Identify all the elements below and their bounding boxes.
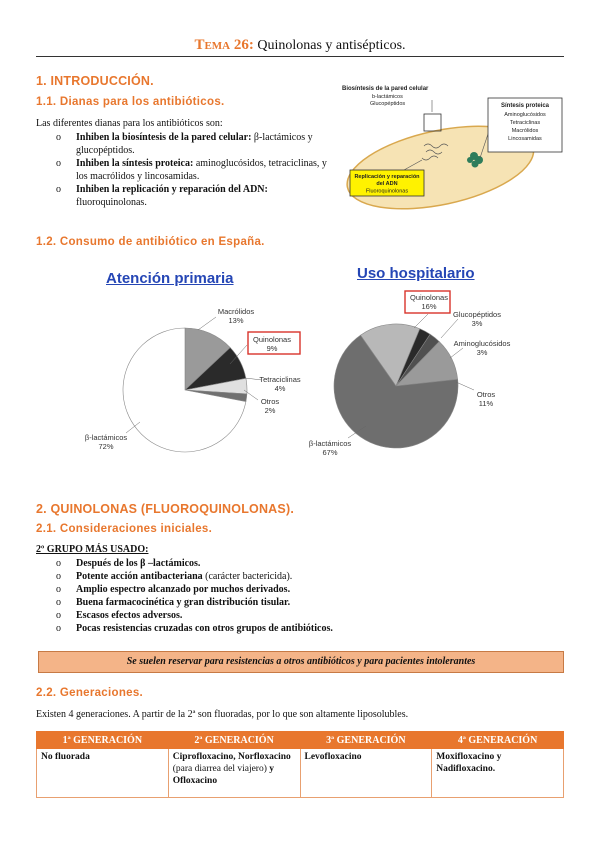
protein-item: Aminoglucósidos [504, 112, 546, 118]
leader-line [456, 382, 474, 390]
slice-label: Quinolonas [253, 335, 291, 344]
cell-bold: Moxifloxacino y Nadifloxacino. [436, 752, 502, 774]
protein-item: Lincosamidas [508, 136, 542, 142]
section-1-1-title: 1.1. Dianas para los antibióticos. [36, 96, 225, 108]
list-item [56, 583, 556, 596]
leader-line [198, 317, 216, 330]
bullet-marker: o [56, 558, 61, 569]
list-item [56, 131, 336, 157]
column-header: 4ª GENERACIÓN [432, 732, 564, 749]
protein-item: Macrólidos [511, 128, 539, 134]
protein-synthesis-title: Síntesis proteica [500, 103, 550, 109]
header-divider [36, 56, 564, 57]
page-header [0, 37, 600, 54]
column-header: 3ª GENERACIÓN [300, 732, 432, 749]
antibiotic-targets-diagram [338, 78, 566, 218]
leader-line [450, 348, 463, 358]
item-bold: Inhiben la síntesis proteica: [76, 158, 194, 169]
slice-label: Otros [476, 390, 496, 399]
table-row [37, 749, 564, 798]
column-header: 1ª GENERACIÓN [37, 732, 169, 749]
chart-2-title: Uso hospitalario [357, 265, 475, 282]
leader-line [441, 319, 458, 338]
reserve-note-box: Se suelen reservar para resistencias a otros antibióticos y para pacientes intolerantes [38, 651, 564, 673]
item-bold: Después de los β –lactámicos. [76, 558, 201, 569]
bullet-marker: o [56, 571, 61, 582]
slice-label: Macrólidos [217, 307, 255, 316]
table-cell [300, 749, 432, 798]
bullet-marker: o [56, 132, 61, 143]
header-title-text: Quinolonas y antisépticos. [257, 38, 406, 53]
slice-value-label: 4% [274, 384, 286, 393]
list-item [56, 609, 556, 622]
section-2-title: 2. QUINOLONAS (FLUOROQUINOLONAS). [36, 502, 294, 516]
section-1-1-intro: Las diferentes dianas para los antibióticos son: [36, 118, 223, 129]
cell-text: (para diarrea del viajero) [172, 764, 270, 774]
list-item [56, 157, 336, 183]
slice-value-label: 16% [421, 302, 437, 311]
list-item [56, 183, 336, 209]
chart-1-title: Atención primaria [106, 270, 234, 287]
cell-wall-box [424, 114, 441, 131]
list-item [56, 596, 556, 609]
bullet-marker: o [56, 623, 61, 634]
slice-value-label: 13% [228, 316, 244, 325]
cell-bold: Levofloxacino [304, 752, 362, 762]
item-bold: Pocas resistencias cruzadas con otros grupos de antibióticos. [76, 623, 333, 634]
item-bold: Buena farmacocinética y gran distribución tisular. [76, 597, 291, 608]
slice-value-label: 9% [266, 344, 278, 353]
slice-label: Tetraciclinas [259, 375, 301, 384]
slice-label: Otros [260, 397, 280, 406]
targets-list [56, 131, 336, 209]
slice-value-label: 2% [264, 406, 276, 415]
primary-care-pie-chart [40, 290, 320, 470]
section-2-1-title: 2.1. Consideraciones iniciales. [36, 523, 213, 535]
item-bold: Amplio espectro alcanzado por muchos derivados. [76, 584, 291, 595]
table-cell [432, 749, 564, 798]
hospital-use-pie-chart [296, 286, 576, 470]
bullet-marker: o [56, 597, 61, 608]
slice-value-label: 67% [322, 448, 338, 457]
item-text: β-lactámicos y glucopéptidos. [76, 132, 313, 156]
list-item [56, 622, 556, 635]
item-text: (carácter bactericida). [202, 571, 293, 582]
generations-table [36, 731, 564, 798]
item-text: aminoglucósidos, tetraciclinas, y los macrólidos y lincosamidas. [76, 158, 327, 182]
cell-wall-item: b-lactámicos [372, 94, 403, 100]
cell-bold: Ciprofloxacino, Norfloxacino [172, 752, 291, 762]
table-cell [37, 749, 169, 798]
section-1-2-title: 1.2. Consumo de antibiótico en España. [36, 236, 265, 248]
slice-label: β-lactámicos [84, 433, 128, 442]
item-bold: Potente acción antibacteriana [76, 571, 203, 582]
slice-label: β-lactámicos [308, 439, 352, 448]
cell-wall-item: Glucopéptidos [370, 101, 406, 107]
slice-value-label: 3% [471, 319, 483, 328]
section-1-title: 1. INTRODUCCIÓN. [36, 74, 154, 88]
slice-label: Glucopéptidos [453, 310, 501, 319]
table-header-row [37, 732, 564, 749]
leader-line [414, 314, 428, 328]
dna-item: Fluoroquinolonas [365, 188, 409, 195]
slice-value-label: 11% [478, 399, 494, 408]
item-bold: Inhiben la replicación y reparación del ADN: [76, 184, 268, 195]
header-tema: Tema 26: [194, 37, 254, 53]
slice-label: Quinolonas [410, 293, 448, 302]
bullet-marker: o [56, 584, 61, 595]
cell-wall-title: Biosíntesis de la pared celular [342, 86, 429, 92]
list-item [56, 557, 556, 570]
generations-intro: Existen 4 generaciones. A partir de la 2ª son fluoradas, por lo que son altamente liposolubles. [36, 709, 409, 720]
dna-title-line: Replicación y reparación [354, 174, 420, 180]
slice-value-label: 3% [476, 348, 488, 357]
item-bold: Inhiben la biosíntesis de la pared celular: [76, 132, 252, 143]
item-bold: Escasos efectos adversos. [76, 610, 183, 621]
bullet-marker: o [56, 610, 61, 621]
considerations-list [56, 557, 556, 635]
item-text: fluoroquinolonas. [76, 197, 147, 208]
dna-title-line: del ADN [376, 181, 398, 187]
group-label: 2º GRUPO MÁS USADO: [36, 544, 149, 555]
cell-bold: y Ofloxacino [172, 764, 275, 786]
table-cell [168, 749, 300, 798]
cell-bold: No fluorada [41, 752, 90, 762]
list-item [56, 570, 556, 583]
column-header: 2ª GENERACIÓN [168, 732, 300, 749]
slice-label: Aminoglucósidos [453, 339, 511, 348]
bullet-marker: o [56, 184, 61, 195]
protein-item: Tetraciclinas [509, 120, 541, 126]
slice-value-label: 72% [98, 442, 114, 451]
section-2-2-title: 2.2. Generaciones. [36, 687, 144, 699]
bullet-marker: o [56, 158, 61, 169]
